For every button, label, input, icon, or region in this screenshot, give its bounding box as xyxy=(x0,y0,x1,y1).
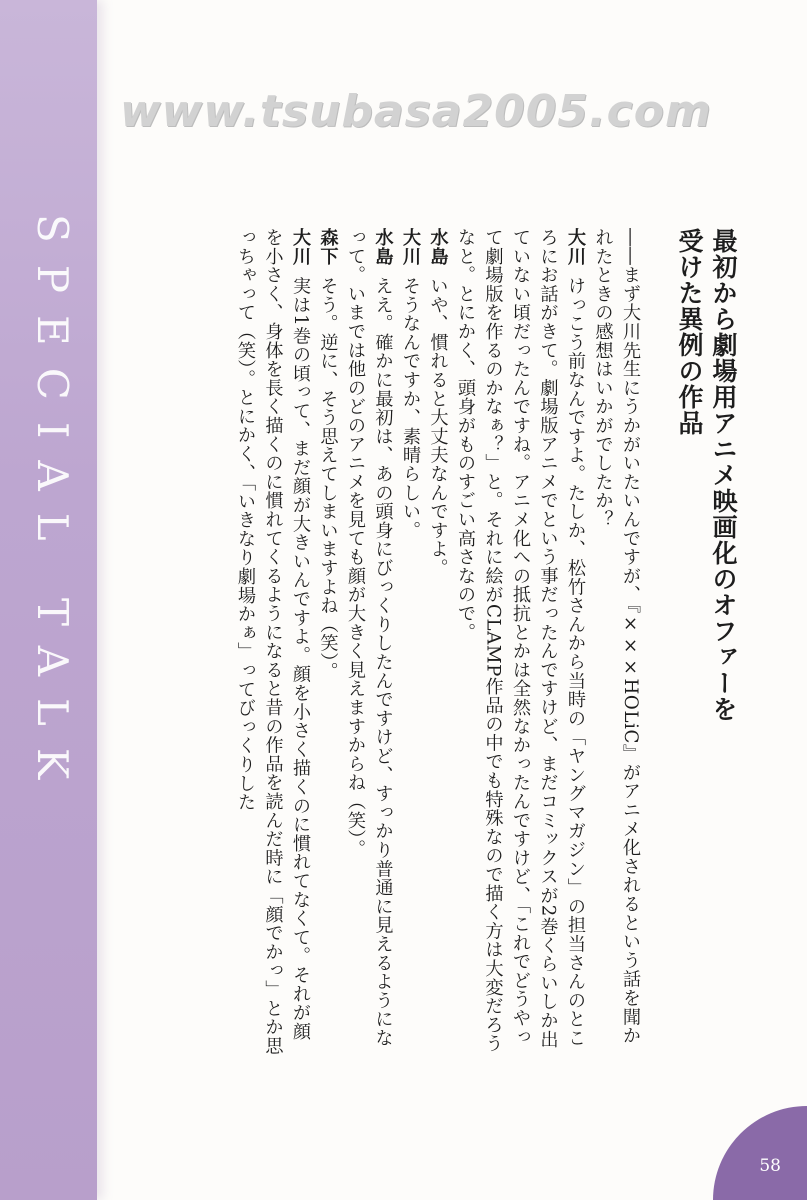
headline-line-2: 受けた異例の作品 xyxy=(675,228,704,436)
dialogue-turn xyxy=(397,228,425,1058)
sidebar-band xyxy=(0,0,97,1200)
speaker-name: 水島 xyxy=(372,228,394,266)
page-number-badge xyxy=(713,1106,807,1200)
watermark-text: www.tsubasa2005.com xyxy=(120,86,712,137)
interview-question: ――まず大川先生にうかがいたいんですが、『×××HOLiC』がアニメ化されるという話を聞かれたときの感想はいかがでしたか？ xyxy=(592,228,641,1045)
article-headline xyxy=(672,228,740,1058)
dialogue-turn xyxy=(452,228,590,1058)
dialogue-turn xyxy=(314,228,342,1058)
speaker-name: 大川 xyxy=(400,228,421,266)
speaker-name: 大川 xyxy=(290,228,311,266)
article-body xyxy=(100,228,740,1058)
headline-line-1: 最初から劇場用アニメ映画化のオファーを xyxy=(709,228,738,722)
speaker-name: 水島 xyxy=(427,228,449,266)
dialogue-turn xyxy=(424,228,452,1058)
dialogue-turn xyxy=(342,228,397,1058)
dialogue-text: けっこう前なんですよ。たしか、松竹さんから当時の「ヤングマガジン」の担当さんのところにお話がきて。劇場版アニメでという事だったんですけど、まだコミックスが2巻くらいしか出ていない頃だったんですね。アニメ化への抵抗とかは全然なかったんですけど、「これでどうやって劇場版を作るのかなぁ？」と。それに絵がCLAMP作品の中でも特殊なので描く方は大変だろうなと。とにかく、頭身がものすごい高さなので。 xyxy=(455,228,586,1053)
dialogue-turn xyxy=(232,228,315,1058)
dialogue-text: いや、慣れると大丈夫なんですよ。 xyxy=(427,276,449,578)
page-number: 58 xyxy=(759,1156,781,1176)
dialogue-text: 実は1巻の頃って、まだ顔が大きいんですよ。顔を小さく描くのに慣れてなくて。それが顔を小さく、身体を長く描くのに慣れてくるようになると昔の作品を読んだ時に「顔でかっ」とか思っちゃって（笑）。とにかく、「いきなり劇場かぁ」ってびっくりした xyxy=(235,228,311,1056)
dialogue-text: ええ。確かに最初は、あの頭身にびっくりしたんですけど、すっかり普通に見えるようになって。いまでは他のどのアニメを見ても顔が大きく見えますからね（笑）。 xyxy=(345,228,394,1048)
speaker-name: 大川 xyxy=(565,228,586,266)
dialogue-text: そう。逆に、そう思えてしまいますよね（笑）。 xyxy=(317,276,339,682)
speaker-name: 森下 xyxy=(317,228,339,266)
dialogue-text: そうなんですか、素晴らしい。 xyxy=(400,276,421,540)
special-talk-label: SPECIAL TALK xyxy=(28,214,77,802)
